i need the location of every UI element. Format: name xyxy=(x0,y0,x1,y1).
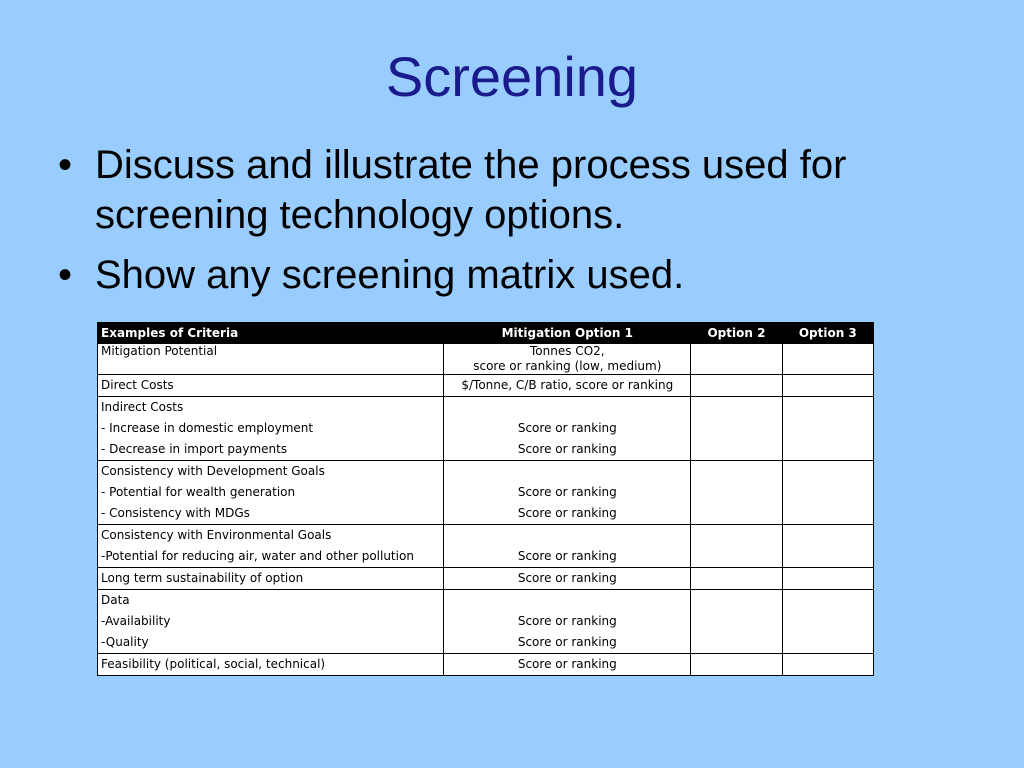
option-3-cell xyxy=(782,482,873,503)
option-1-cell: Score or ranking xyxy=(444,568,691,590)
column-header-option-1: Mitigation Option 1 xyxy=(444,323,691,344)
option-3-cell xyxy=(782,611,873,632)
criteria-cell: Indirect Costs xyxy=(98,397,444,419)
option-2-cell xyxy=(691,397,782,419)
option-1-cell xyxy=(444,590,691,612)
option-1-cell: Score or ranking xyxy=(444,611,691,632)
bullet-glyph: • xyxy=(58,253,73,297)
table-row xyxy=(98,525,874,547)
option-1-cell: $/Tonne, C/B ratio, score or ranking xyxy=(444,375,691,397)
table-row xyxy=(98,418,874,439)
table-row xyxy=(98,397,874,419)
screening-matrix-table xyxy=(97,322,874,676)
criteria-cell: Feasibility (political, social, technical) xyxy=(98,654,444,676)
criteria-cell: Consistency with Environmental Goals xyxy=(98,525,444,547)
option-2-cell xyxy=(691,525,782,547)
option-1-cell xyxy=(444,461,691,483)
option-2-cell xyxy=(691,461,782,483)
criteria-cell: -Availability xyxy=(98,611,444,632)
table-row xyxy=(98,503,874,525)
table-row xyxy=(98,654,874,676)
option-1-cell: Score or ranking xyxy=(444,418,691,439)
option-1-cell xyxy=(444,525,691,547)
option-1-cell: Score or ranking xyxy=(444,546,691,568)
table-row xyxy=(98,590,874,612)
option-2-cell xyxy=(691,632,782,654)
criteria-cell: - Decrease in import payments xyxy=(98,439,444,461)
criteria-cell: Data xyxy=(98,590,444,612)
option-2-cell xyxy=(691,375,782,397)
option-2-cell xyxy=(691,482,782,503)
table-row xyxy=(98,632,874,654)
bullet-item xyxy=(58,250,958,300)
criteria-cell: - Potential for wealth generation xyxy=(98,482,444,503)
table-row xyxy=(98,611,874,632)
bullet-item xyxy=(58,140,958,240)
option-1-cell: Score or ranking xyxy=(444,503,691,525)
criteria-cell: Long term sustainability of option xyxy=(98,568,444,590)
option-2-cell xyxy=(691,546,782,568)
criteria-cell: Mitigation Potential xyxy=(98,344,444,375)
option-1-cell xyxy=(444,397,691,419)
criteria-cell: - Increase in domestic employment xyxy=(98,418,444,439)
option-3-cell xyxy=(782,503,873,525)
option-3-cell xyxy=(782,632,873,654)
table-row xyxy=(98,546,874,568)
option-1-cell xyxy=(444,344,691,375)
table-row xyxy=(98,375,874,397)
option-3-cell xyxy=(782,375,873,397)
option-1-cell: Score or ranking xyxy=(444,654,691,676)
slide-title: Screening xyxy=(385,45,639,108)
option-2-cell xyxy=(691,503,782,525)
option-1-cell: Score or ranking xyxy=(444,439,691,461)
criteria-cell: Direct Costs xyxy=(98,375,444,397)
option-2-cell xyxy=(691,418,782,439)
option-3-cell xyxy=(782,525,873,547)
option-1-value-line: Tonnes CO2, xyxy=(530,344,605,358)
table-row xyxy=(98,461,874,483)
column-header-criteria: Examples of Criteria xyxy=(98,323,444,344)
bullet-glyph: • xyxy=(58,143,73,187)
option-2-cell xyxy=(691,590,782,612)
option-3-cell xyxy=(782,397,873,419)
option-2-cell xyxy=(691,611,782,632)
option-1-value-line: score or ranking (low, medium) xyxy=(473,359,662,373)
option-3-cell xyxy=(782,439,873,461)
column-header-option-3: Option 3 xyxy=(782,323,873,344)
table-header-row xyxy=(98,323,874,344)
option-2-cell xyxy=(691,568,782,590)
option-3-cell xyxy=(782,344,873,375)
table-row xyxy=(98,439,874,461)
option-2-cell xyxy=(691,344,782,375)
option-1-cell: Score or ranking xyxy=(444,482,691,503)
table-row xyxy=(98,568,874,590)
bullet-list xyxy=(58,140,958,310)
bullet-text: Show any screening matrix used. xyxy=(95,253,685,297)
table-row xyxy=(98,344,874,375)
criteria-cell: -Potential for reducing air, water and other pollution xyxy=(98,546,444,568)
option-3-cell xyxy=(782,590,873,612)
option-3-cell xyxy=(782,418,873,439)
option-2-cell xyxy=(691,654,782,676)
bullet-text: Discuss and illustrate the process used for screening technology options. xyxy=(95,143,847,237)
option-3-cell xyxy=(782,568,873,590)
table-row xyxy=(98,482,874,503)
option-1-cell: Score or ranking xyxy=(444,632,691,654)
option-3-cell xyxy=(782,654,873,676)
option-3-cell xyxy=(782,546,873,568)
column-header-option-2: Option 2 xyxy=(691,323,782,344)
option-2-cell xyxy=(691,439,782,461)
criteria-cell: -Quality xyxy=(98,632,444,654)
option-3-cell xyxy=(782,461,873,483)
criteria-cell: - Consistency with MDGs xyxy=(98,503,444,525)
criteria-cell: Consistency with Development Goals xyxy=(98,461,444,483)
